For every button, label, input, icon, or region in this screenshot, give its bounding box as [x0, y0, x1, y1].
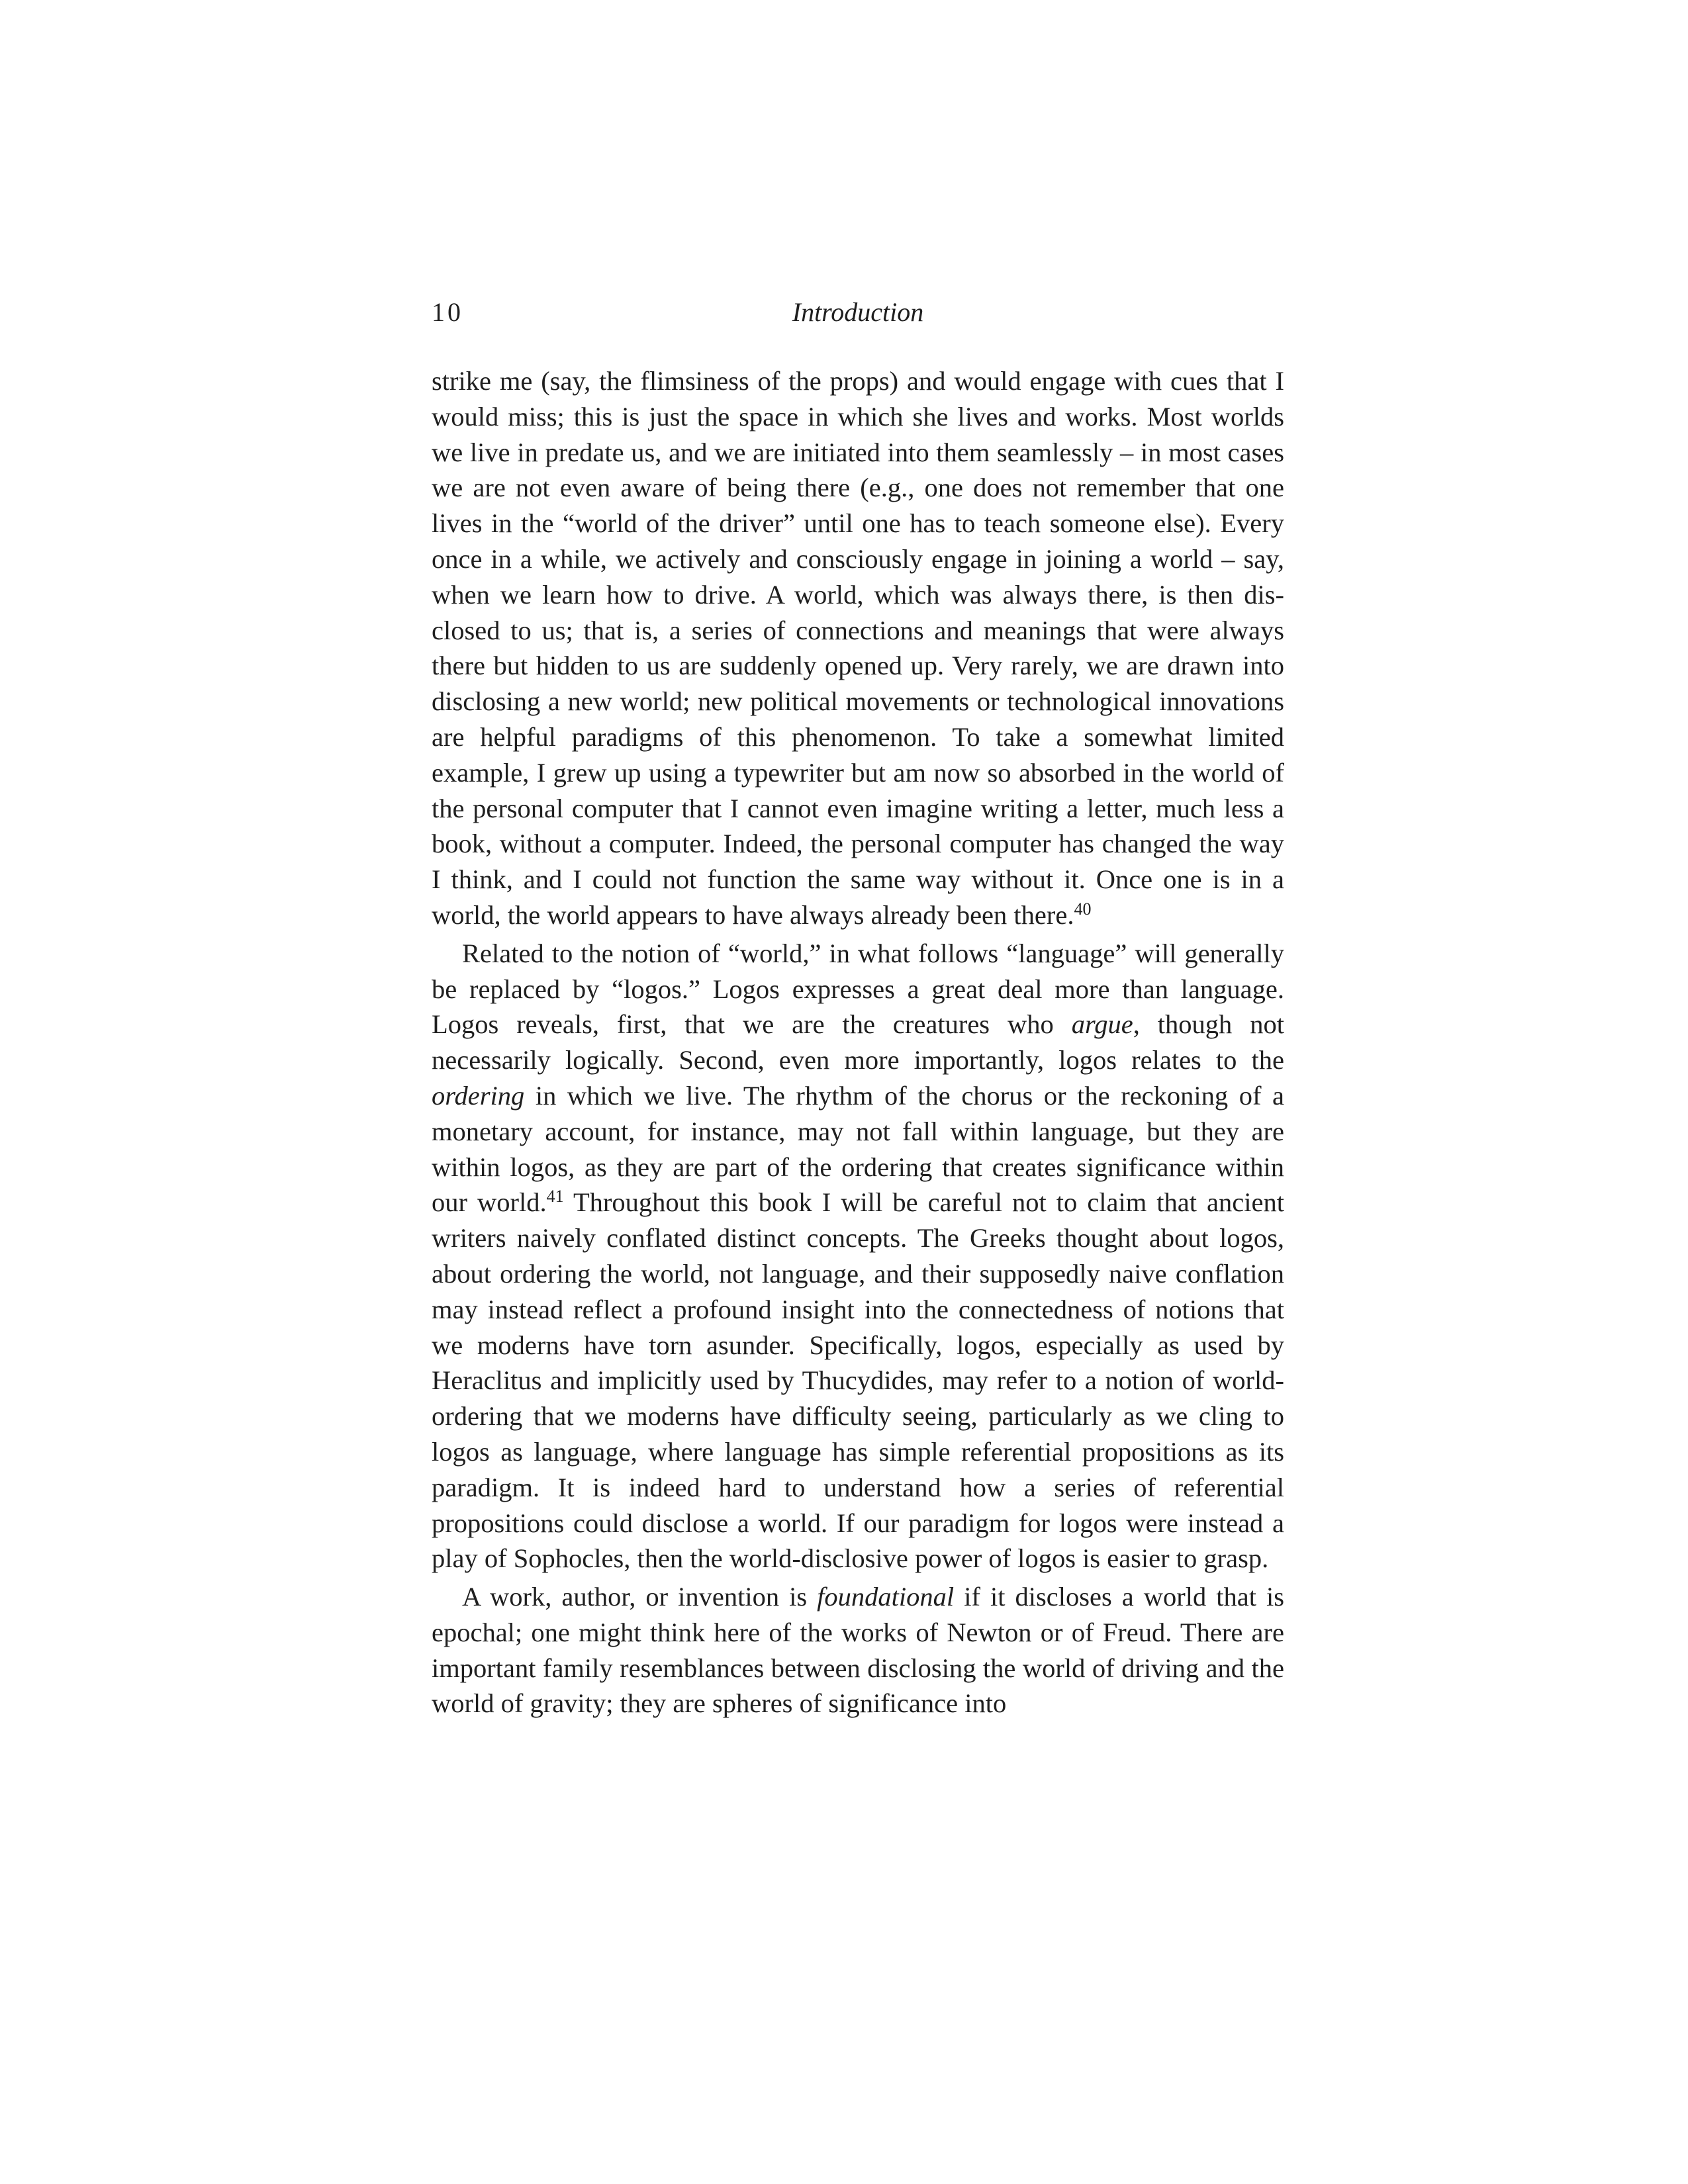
- paragraph-2: [432, 936, 1284, 1576]
- footnote-ref-41: 41: [546, 1187, 564, 1206]
- paragraph-2-emphasis-argue: argue: [1071, 1009, 1133, 1040]
- paragraph-3-text-b: if it discloses a world that is epochal; one might think here of the works of Newton or of Freud. There are important family resemblances between disclosing the world of driving and the world of gravity; they are spheres of significance into: [432, 1582, 1284, 1719]
- paragraph-2-text-c: in which we live. The rhythm of the chorus or the reckoning of a monetary account, for instance, may not fall within language, but they are within logos, as they are part of the ordering that creates significance within our world.: [432, 1080, 1284, 1218]
- paragraph-2-text-a: Related to the notion of “world,” in what follows “language” will generally be replaced by “logos.” Logos expresses a great deal more than language. Logos reveals, first, that we are the creatures who: [432, 938, 1284, 1040]
- page-number: 10: [432, 297, 463, 327]
- footnote-ref-40: 40: [1074, 899, 1092, 919]
- running-head: [432, 293, 1284, 332]
- paragraph-1: [432, 363, 1284, 933]
- body-text: [432, 363, 1284, 1721]
- paragraph-2-text-d: Throughout this book I will be careful not to claim that ancient writers naively conflated distinct concepts. The Greeks thought about logos, about ordering the world, not language, and their supposedly naive conflation may instead reflect a profound insight into the connectedness of notions that we moderns have torn asunder. Specifically, logos, especially as used by Heraclitus and implicitly used by Thucydides, may refer to a notion of world-ordering that we moderns have difficulty seeing, particularly as we cling to logos as language, where language has simple referential propositions as its paradigm. It is indeed hard to understand how a series of referential propositions could disclose a world. If our paradigm for logos were instead a play of Sophocles, then the world-disclosive power of logos is easier to grasp.: [432, 1187, 1284, 1574]
- paragraph-1-text: strike me (say, the flimsiness of the props) and would engage with cues that I would miss; this is just the space in which she lives and works. Most worlds we live in predate us, and we are initiated into them seamlessly – in most cases we are not even aware of being there (e.g., one does not remember that one lives in the “world of the driver” until one has to teach someone else). Every once in a while, we actively and consciously engage in joining a world – say, when we learn how to drive. A world, which was always there, is then dis-closed to us; that is, a series of connections and meanings that were always there but hidden to us are suddenly opened up. Very rarely, we are drawn into disclosing a new world; new political movements or technological innovations are helpful paradigms of this phenomenon. To take a somewhat limited example, I grew up using a typewriter but am now so absorbed in the world of the personal computer that I cannot even imagine writing a letter, much less a book, without a computer. Indeed, the personal computer has changed the way I think, and I could not function the same way without it. Once one is in a world, the world appears to have always already been there.: [432, 366, 1284, 930]
- paragraph-2-emphasis-ordering: ordering: [432, 1080, 525, 1111]
- running-title: Introduction: [792, 297, 924, 327]
- paragraph-3-emphasis-foundational: foundational: [817, 1582, 955, 1612]
- paragraph-3-text-a: A work, author, or invention is: [462, 1582, 818, 1612]
- paragraph-3: [432, 1579, 1284, 1721]
- paragraph-2-text-b: , though not necessarily logically. Second, even more importantly, logos relates to the: [432, 1009, 1284, 1075]
